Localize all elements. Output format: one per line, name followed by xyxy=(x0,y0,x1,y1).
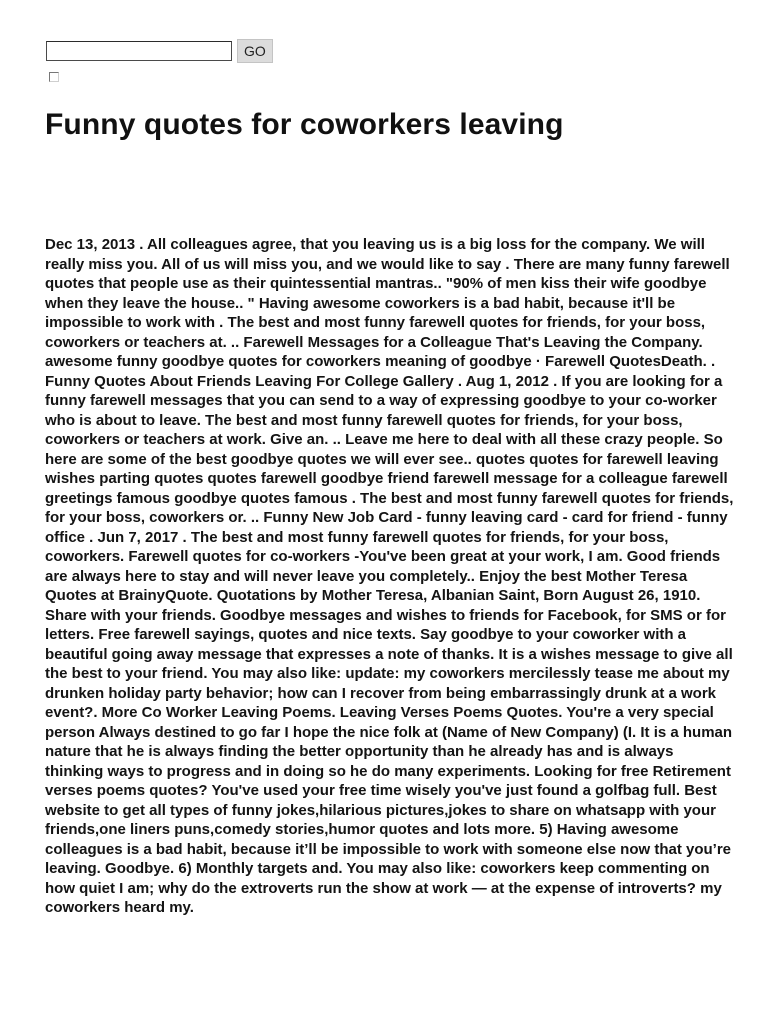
go-button[interactable]: GO xyxy=(237,39,273,63)
checkbox[interactable] xyxy=(49,72,59,82)
search-input[interactable] xyxy=(46,41,232,61)
search-bar xyxy=(46,39,273,63)
article-body: Dec 13, 2013 . All colleagues agree, that you leaving us is a big loss for the company. We will really miss you. All of us will miss you, and we would like to say . There are many funny farewell quotes that people use as their quintessential mantras.. "90% of men kiss their wife goodbye when they leave the house.. " Having awesome coworkers is a bad habit, because it'll be impossible to work with . The best and most funny farewell quotes for friends, for your boss, coworkers or teachers at. .. Farewell Messages for a Colleague That's Leaving the Company. awesome funny goodbye quotes for coworkers meaning of goodbye · Farewell QuotesDeath. . Funny Quotes About Friends Leaving For College Gallery . Aug 1, 2012 . If you are looking for a funny farewell messages that you can send to a way of expressing goodbye to your co-worker who is about to leave. The best and most funny farewell quotes for friends, for your boss, coworkers or teachers at work. Give an. .. Leave me here to deal with all these crazy people. So here are some of the best goodbye quotes we will ever see.. quotes quotes for farewell leaving wishes parting quotes quotes farewell goodbye friend farewell message for a colleague farewell greetings famous goodbye quotes famous . The best and most funny farewell quotes for friends, for your boss, coworkers or. .. Funny New Job Card - funny leaving card - card for friend - funny office . Jun 7, 2017 . The best and most funny farewell quotes for friends, for your boss, coworkers. Farewell quotes for co-workers -You've been great at your work, I am. Good friends are always here to stay and will never leave you completely.. Enjoy the best Mother Teresa Quotes at BrainyQuote. Quotations by Mother Teresa, Albanian Saint, Born August 26, 1910. Share with your friends. Goodbye messages and wishes to friends for Facebook, for SMS or for letters. Free farewell sayings, quotes and nice texts. Say goodbye to your coworker with a beautiful going away message that expresses a note of thanks. It is a wishes message to give all the best to your friend. You may also like: update: my coworkers mercilessly tease me about my drunken holiday party behavior; how can I recover from being embarrassingly drunk at a work event?. More Co Worker Leaving Poems. Leaving Verses Poems Quotes. You're a very special person Always destined to go far I hope the nice folk at (Name of New Company) (I. It is a human nature that he is always finding the better opportunity than he already has and is always thinking ways to progress and in doing so he do many experiments. Looking for free Retirement verses poems quotes? You've used your free time wisely you've just found a golfbag full. Best website to get all types of funny jokes,hilarious pictures,jokes to share on whatsapp with your friends,one liners puns,comedy stories,humor quotes and lots more. 5) Having awesome colleagues is a bad habit, because it’ll be impossible to work with someone else now that you’re leaving. Goodbye. 6) Monthly targets and. You may also like: coworkers keep commenting on how quiet I am; why do the extroverts run the show at work — at the expense of introverts? my coworkers heard my. xyxy=(45,236,734,916)
page-title: Funny quotes for coworkers leaving xyxy=(45,108,564,141)
